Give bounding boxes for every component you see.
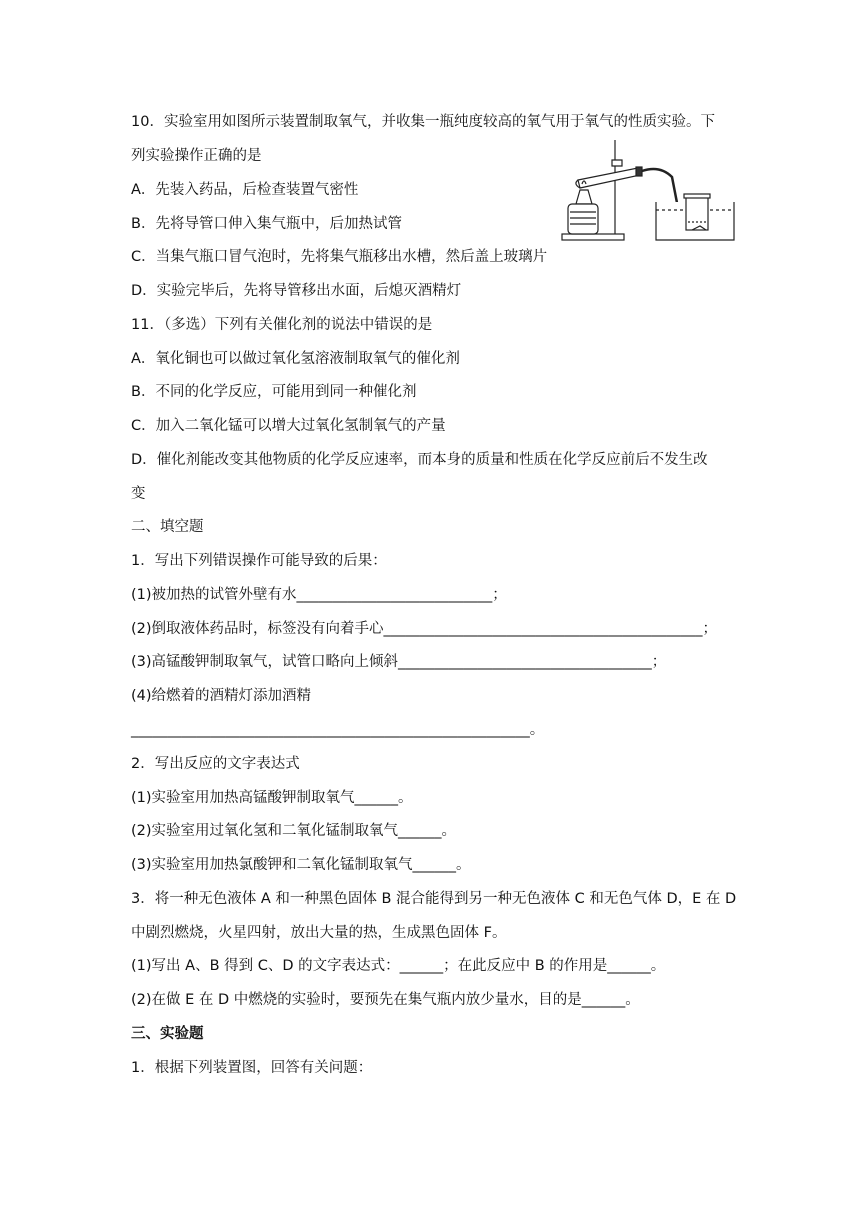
section2-title: 二、填空题 bbox=[131, 519, 204, 535]
q10-option-d: D．实验完毕后，先将导管移出水面，后熄灭酒精灯 bbox=[131, 283, 462, 299]
q10-option-a: A．先装入药品，后检查装置气密性 bbox=[131, 182, 359, 198]
s3-q1-stem: 1．根据下列装置图，回答有关问题： bbox=[131, 1060, 373, 1076]
s2-q1-part4-line2: _______________________________________________________。 bbox=[131, 722, 545, 738]
q10-stem-line2: 列实验操作正确的是 bbox=[131, 148, 262, 164]
q10-option-c: C．当集气瓶口冒气泡时，先将集气瓶移出水槽，然后盖上玻璃片 bbox=[131, 249, 548, 265]
q11-option-a: A．氧化铜也可以做过氧化氢溶液制取氧气的催化剂 bbox=[131, 351, 460, 367]
s2-q2-part2: (2)实验室用过氧化氢和二氧化锰制取氧气______。 bbox=[131, 823, 457, 839]
s2-q2-stem: 2．写出反应的文字表达式 bbox=[131, 756, 300, 772]
q11-option-d-line2: 变 bbox=[131, 486, 146, 502]
q11-stem: 11．（多选）下列有关催化剂的说法中错误的是 bbox=[131, 317, 433, 333]
s2-q3-stem-line1: 3．将一种无色液体 A 和一种黑色固体 B 混合能得到另一种无色液体 C 和无色气体 D，E 在 D bbox=[131, 891, 737, 907]
s2-q3-part1: (1)写出 A、B 得到 C、D 的文字表达式：______；在此反应中 B 的作用是______。 bbox=[131, 958, 666, 974]
q10-option-b: B．先将导管口伸入集气瓶中，后加热试管 bbox=[131, 216, 402, 232]
s2-q1-part3: (3)高锰酸钾制取氧气，试管口略向上倾斜___________________________________； bbox=[131, 654, 667, 670]
q10-stem-line1: 10．实验室用如图所示装置制取氧气，并收集一瓶纯度较高的氧气用于氧气的性质实验。下 bbox=[131, 114, 715, 130]
oxygen-apparatus-figure bbox=[560, 138, 740, 246]
s2-q2-part1: (1)实验室用加热高锰酸钾制取氧气______。 bbox=[131, 790, 413, 806]
s2-q1-part2: (2)倒取液体药品时，标签没有向着手心____________________________________________； bbox=[131, 621, 718, 637]
s2-q3-part2: (2)在做 E 在 D 中燃烧的实验时，要预先在集气瓶内放少量水，目的是______。 bbox=[131, 992, 640, 1008]
q11-option-d-line1: D．催化剂能改变其他物质的化学反应速率，而本身的质量和性质在化学反应前后不发生改 bbox=[131, 452, 708, 468]
q11-option-c: C．加入二氧化锰可以增大过氧化氢制氧气的产量 bbox=[131, 418, 446, 434]
s2-q1-part4-line1: (4)给燃着的酒精灯添加酒精 bbox=[131, 688, 312, 704]
s2-q1-part1: (1)被加热的试管外壁有水___________________________； bbox=[131, 587, 507, 603]
s2-q3-stem-line2: 中剧烈燃烧，火星四射，放出大量的热，生成黑色固体 F。 bbox=[131, 925, 507, 941]
s2-q1-stem: 1．写出下列错误操作可能导致的后果： bbox=[131, 553, 387, 569]
s2-q2-part3: (3)实验室用加热氯酸钾和二氧化锰制取氧气______。 bbox=[131, 857, 471, 873]
section3-title: 三、实验题 bbox=[131, 1026, 204, 1042]
q11-option-b: B．不同的化学反应，可能用到同一种催化剂 bbox=[131, 384, 417, 400]
